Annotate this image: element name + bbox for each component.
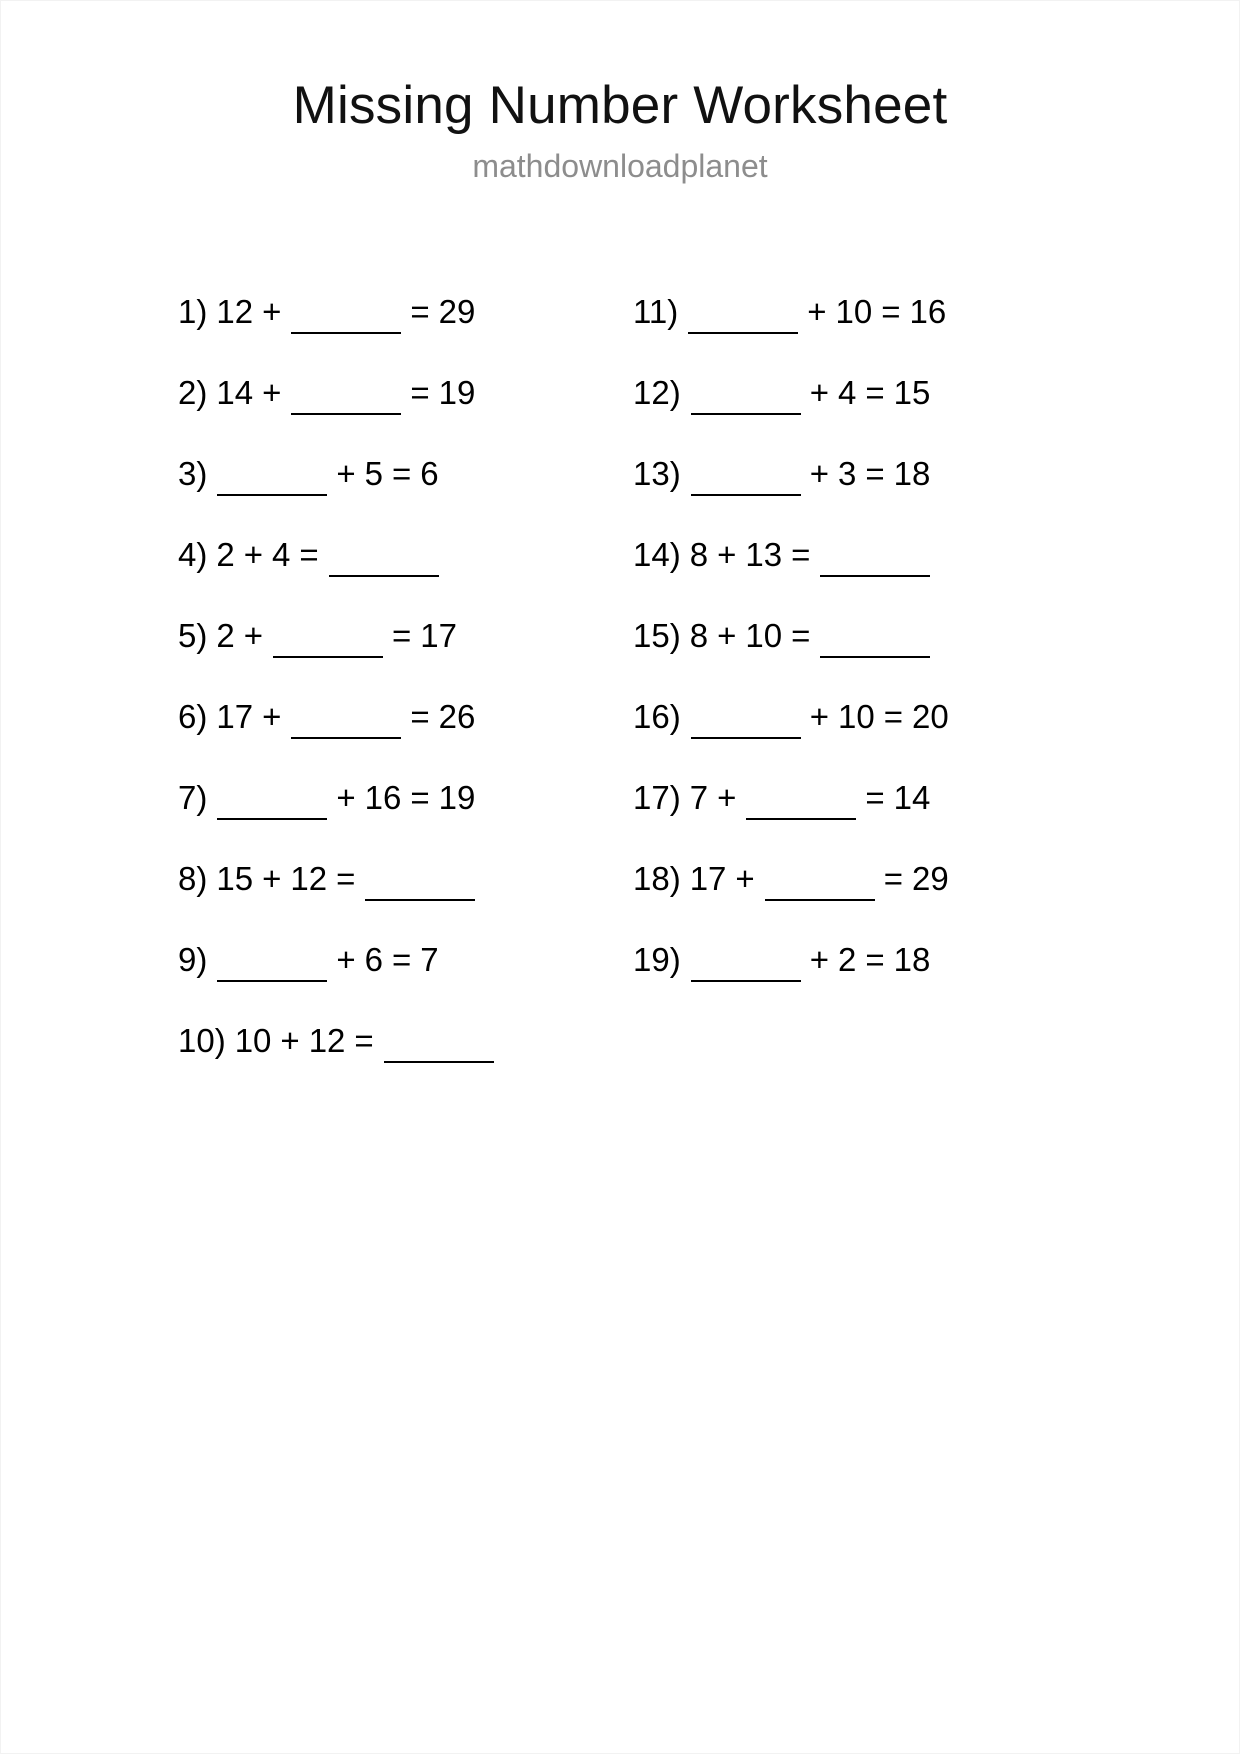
operand-number: 12	[216, 292, 254, 330]
operand-number: 13	[745, 535, 783, 573]
operator-symbol: +	[807, 292, 827, 330]
answer-blank[interactable]	[691, 387, 801, 415]
operand-number: 17	[420, 616, 457, 654]
problem-row	[178, 352, 633, 433]
problem-number: 9)	[178, 940, 208, 978]
answer-blank[interactable]	[291, 387, 401, 415]
problem-number: 5)	[178, 616, 208, 654]
operator-symbol: +	[262, 373, 282, 411]
answer-blank[interactable]	[329, 549, 439, 577]
problem-row	[633, 676, 1103, 757]
operand-number: 10	[837, 697, 875, 735]
problem-number: 1)	[178, 292, 208, 330]
operator-symbol: =	[391, 454, 412, 492]
operator-symbol: +	[262, 859, 282, 897]
answer-blank[interactable]	[765, 873, 875, 901]
operator-symbol: +	[717, 535, 737, 573]
operand-number: 8	[689, 535, 709, 573]
problem-number: 16)	[633, 697, 681, 735]
operator-symbol: +	[243, 535, 263, 573]
problem-number: 11)	[633, 292, 679, 330]
problem-number: 2)	[178, 373, 208, 411]
problem-row	[178, 919, 633, 1000]
answer-blank[interactable]	[217, 954, 327, 982]
problem-number: 18)	[633, 859, 681, 897]
answer-blank[interactable]	[365, 873, 475, 901]
problem-row	[178, 838, 633, 919]
operator-symbol: =	[791, 535, 811, 573]
problem-column-right	[633, 271, 1103, 1000]
operand-number: 18	[893, 454, 931, 492]
site-credit-subtitle: mathdownloadplanet	[472, 147, 768, 184]
problem-row	[633, 919, 1103, 1000]
answer-blank[interactable]	[820, 630, 930, 658]
problem-row	[178, 433, 633, 514]
operator-symbol: +	[809, 697, 829, 735]
operand-number: 10	[234, 1021, 272, 1059]
problem-number: 7)	[178, 778, 208, 816]
operator-symbol: +	[809, 454, 829, 492]
answer-blank[interactable]	[691, 711, 801, 739]
operator-symbol: +	[809, 373, 829, 411]
operand-number: 14	[893, 778, 931, 816]
answer-blank[interactable]	[691, 468, 801, 496]
operator-symbol: =	[791, 616, 811, 654]
answer-blank[interactable]	[291, 306, 401, 334]
operator-symbol: =	[881, 292, 901, 330]
problem-row	[178, 514, 633, 595]
operator-symbol: =	[391, 616, 412, 654]
operator-symbol: =	[410, 778, 430, 816]
answer-blank[interactable]	[688, 306, 798, 334]
operand-number: 2	[216, 535, 235, 573]
operand-number: 15	[893, 373, 931, 411]
problem-number: 8)	[178, 859, 208, 897]
answer-blank[interactable]	[217, 792, 327, 820]
answer-blank[interactable]	[746, 792, 856, 820]
problem-row	[633, 514, 1103, 595]
operator-symbol: +	[735, 859, 755, 897]
operand-number: 3	[837, 454, 857, 492]
problem-row	[633, 595, 1103, 676]
operator-symbol: +	[717, 616, 737, 654]
operator-symbol: +	[336, 940, 356, 978]
operand-number: 26	[438, 697, 476, 735]
operand-number: 6	[364, 940, 383, 978]
operand-number: 16	[364, 778, 402, 816]
operator-symbol: =	[354, 1021, 374, 1059]
answer-blank[interactable]	[691, 954, 801, 982]
problem-number: 10)	[178, 1021, 226, 1059]
operator-symbol: +	[336, 454, 356, 492]
problem-number: 12)	[633, 373, 681, 411]
operator-symbol: =	[865, 454, 885, 492]
operand-number: 12	[290, 859, 328, 897]
operator-symbol: +	[280, 1021, 300, 1059]
operand-number: 10	[835, 292, 873, 330]
operand-number: 4	[837, 373, 857, 411]
operand-number: 20	[911, 697, 949, 735]
answer-blank[interactable]	[217, 468, 327, 496]
problem-row	[633, 757, 1103, 838]
operator-symbol: +	[243, 616, 263, 654]
operator-symbol: +	[809, 940, 829, 978]
answer-blank[interactable]	[273, 630, 383, 658]
problem-row	[178, 676, 633, 757]
operand-number: 12	[308, 1021, 346, 1059]
problem-row	[178, 271, 633, 352]
operator-symbol: +	[262, 292, 282, 330]
problem-number: 3)	[178, 454, 208, 492]
problem-row	[633, 352, 1103, 433]
page-title: Missing Number Worksheet	[292, 76, 948, 135]
problem-grid	[0, 271, 1240, 1081]
problem-row	[178, 595, 633, 676]
problem-row	[633, 433, 1103, 514]
problem-row	[178, 1000, 633, 1081]
problem-number: 4)	[178, 535, 208, 573]
operand-number: 15	[216, 859, 254, 897]
operand-number: 6	[420, 454, 439, 492]
problem-row	[178, 757, 633, 838]
worksheet-header	[0, 0, 1240, 185]
operator-symbol: =	[391, 940, 412, 978]
operator-symbol: +	[336, 778, 356, 816]
operand-number: 14	[216, 373, 254, 411]
answer-blank[interactable]	[820, 549, 930, 577]
operand-number: 2	[216, 616, 235, 654]
problem-number: 15)	[633, 616, 681, 654]
answer-blank[interactable]	[384, 1035, 494, 1063]
operand-number: 10	[745, 616, 783, 654]
operand-number: 18	[893, 940, 931, 978]
operator-symbol: =	[865, 940, 885, 978]
operator-symbol: =	[883, 859, 903, 897]
operator-symbol: +	[262, 697, 282, 735]
operand-number: 17	[689, 859, 727, 897]
operand-number: 5	[364, 454, 383, 492]
operator-symbol: +	[717, 778, 737, 816]
operand-number: 29	[911, 859, 949, 897]
operator-symbol: =	[299, 535, 319, 573]
problem-row	[633, 838, 1103, 919]
operand-number: 7	[689, 778, 709, 816]
operand-number: 16	[909, 292, 947, 330]
operand-number: 2	[837, 940, 857, 978]
operand-number: 19	[438, 778, 476, 816]
problem-number: 17)	[633, 778, 681, 816]
operand-number: 29	[438, 292, 476, 330]
operator-symbol: =	[336, 859, 356, 897]
operand-number: 17	[216, 697, 254, 735]
operator-symbol: =	[865, 373, 885, 411]
operator-symbol: =	[410, 292, 430, 330]
operator-symbol: =	[865, 778, 885, 816]
operator-symbol: =	[410, 697, 430, 735]
operator-symbol: =	[410, 373, 430, 411]
operand-number: 19	[438, 373, 476, 411]
problem-number: 13)	[633, 454, 681, 492]
problem-number: 14)	[633, 535, 681, 573]
problem-column-left	[178, 271, 633, 1081]
operand-number: 7	[420, 940, 439, 978]
answer-blank[interactable]	[291, 711, 401, 739]
operand-number: 4	[271, 535, 291, 573]
problem-row	[633, 271, 1103, 352]
operator-symbol: =	[883, 697, 903, 735]
problem-number: 19)	[633, 940, 681, 978]
problem-number: 6)	[178, 697, 208, 735]
operand-number: 8	[689, 616, 709, 654]
